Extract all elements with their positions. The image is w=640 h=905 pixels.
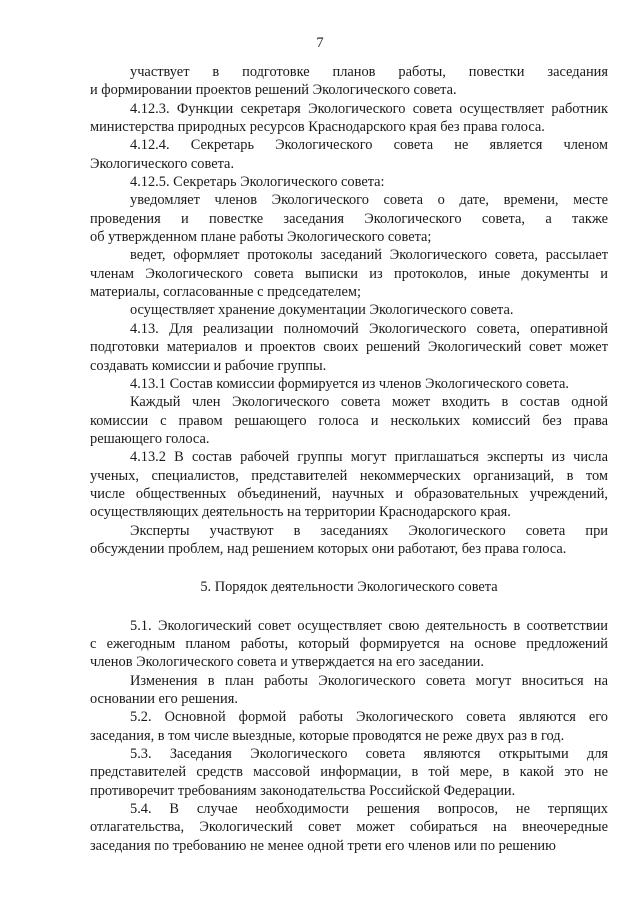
paragraph-line: 4.13.2 В состав рабочей группы могут приглашаться эксперты из числа <box>130 449 608 466</box>
paragraph-line: представителей средств массовой информации, в той мере, в какой это не <box>90 764 608 781</box>
paragraph-line: заседания, в том числе выездные, которые проводятся не реже двух раз в год. <box>90 727 565 744</box>
paragraph <box>90 708 608 745</box>
paragraph <box>90 63 608 100</box>
paragraph-line: министерства природных ресурсов Краснодарского края без права голоса. <box>90 119 545 136</box>
paragraph <box>90 522 608 559</box>
paragraph <box>90 800 608 855</box>
paragraph-line: отлагательства, Экологический совет может собираться на внеочередные <box>90 819 608 836</box>
paragraph <box>90 320 608 375</box>
paragraph <box>90 246 608 301</box>
paragraph-line: 4.13.1 Состав комиссии формируется из членов Экологического совета. <box>130 375 570 392</box>
paragraph <box>90 393 608 448</box>
paragraph-line: 5.2. Основной формой работы Экологического совета являются его <box>130 709 608 726</box>
paragraph-line: ведет, оформляет протоколы заседаний Экологического совета, рассылает <box>130 247 608 264</box>
paragraph-line: проведения и повестке заседания Экологического совета, а также <box>90 210 608 227</box>
paragraph-line: осуществляющих деятельность на территории Краснодарского края. <box>90 504 511 521</box>
paragraph-line: 4.13. Для реализации полномочий Экологического совета, оперативной <box>130 320 608 337</box>
paragraph-line: Экологического совета. <box>90 155 235 172</box>
paragraph <box>90 617 608 672</box>
paragraph <box>90 672 608 709</box>
paragraph-line: участвует в подготовке планов работы, повестки заседания <box>130 64 608 80</box>
paragraph-line: противоречит требованиям законодательства Российской Федерации. <box>90 782 516 799</box>
paragraph <box>90 191 608 246</box>
paragraph-line: 5.4. В случае необходимости решения вопросов, не терпящих <box>130 801 608 818</box>
page-number: 7 <box>316 35 324 51</box>
paragraph <box>90 745 608 800</box>
paragraph <box>90 375 608 393</box>
paragraph-line: основании его решения. <box>90 691 238 707</box>
paragraph-line: 4.12.3. Функции секретаря Экологического совета осуществляет работник <box>130 100 608 117</box>
document-body <box>90 63 608 855</box>
paragraph-line: 5.1. Экологический совет осуществляет свою деятельность в соответствии <box>130 617 608 634</box>
paragraph <box>90 301 608 319</box>
paragraph-line: 5.3. Заседания Экологического совета являются открытыми для <box>130 746 608 763</box>
section-heading: 5. Порядок деятельности Экологического совета <box>200 579 498 596</box>
paragraph-line: Изменения в план работы Экологического совета могут вноситься на <box>130 672 608 689</box>
paragraph <box>90 100 608 137</box>
paragraph-line: Каждый член Экологического совета может входить в состав одной <box>130 394 608 411</box>
paragraph-line: с ежегодным планом работы, который формируется на основе предложений <box>90 635 608 652</box>
paragraph <box>90 173 608 191</box>
paragraph-line: заседания по требованию не менее одной трети его членов или по решению <box>90 837 556 854</box>
paragraph <box>90 136 608 173</box>
paragraph-line: создавать комиссии и рабочие группы. <box>90 357 327 374</box>
paragraph-line: осуществляет хранение документации Экологического совета. <box>130 302 514 319</box>
paragraph-line: числе общественных объединений, научных и образовательных учреждений, <box>90 485 608 502</box>
paragraph-line: ученых, специалистов, представителей некоммерческих организаций, в том <box>90 467 608 484</box>
paragraph-line: Эксперты участвуют в заседаниях Экологического совета при <box>130 522 608 539</box>
paragraph-line: обсуждении проблем, над решением которых они работают, без права голоса. <box>90 540 567 557</box>
paragraph-line: об утвержденном плане работы Экологического совета; <box>90 229 432 246</box>
paragraph-line: членов Экологического совета и утверждается на его заседании. <box>90 654 484 671</box>
paragraph-line: 4.12.5. Секретарь Экологического совета: <box>130 174 385 191</box>
paragraph-line: подготовки материалов и проектов своих решений Экологический совет может <box>90 339 608 356</box>
paragraph-line: и формировании проектов решений Экологического совета. <box>90 82 457 99</box>
paragraph-line: 4.12.4. Секретарь Экологического совета не является членом <box>130 137 608 154</box>
paragraph <box>90 448 608 521</box>
paragraphs-before-section <box>90 63 608 558</box>
paragraph-line: материалы, согласованные с председателем; <box>90 284 361 301</box>
paragraph-line: решающего голоса. <box>90 430 210 447</box>
paragraph-line: комиссии с правом решающего голоса и нескольких комиссий без права <box>90 412 608 429</box>
paragraph-line: членам Экологического совета выписки из протоколов, иные документы и <box>90 265 608 282</box>
paragraph-line: уведомляет членов Экологического совета о дате, времени, месте <box>130 192 608 209</box>
paragraphs-after-section <box>90 617 608 855</box>
